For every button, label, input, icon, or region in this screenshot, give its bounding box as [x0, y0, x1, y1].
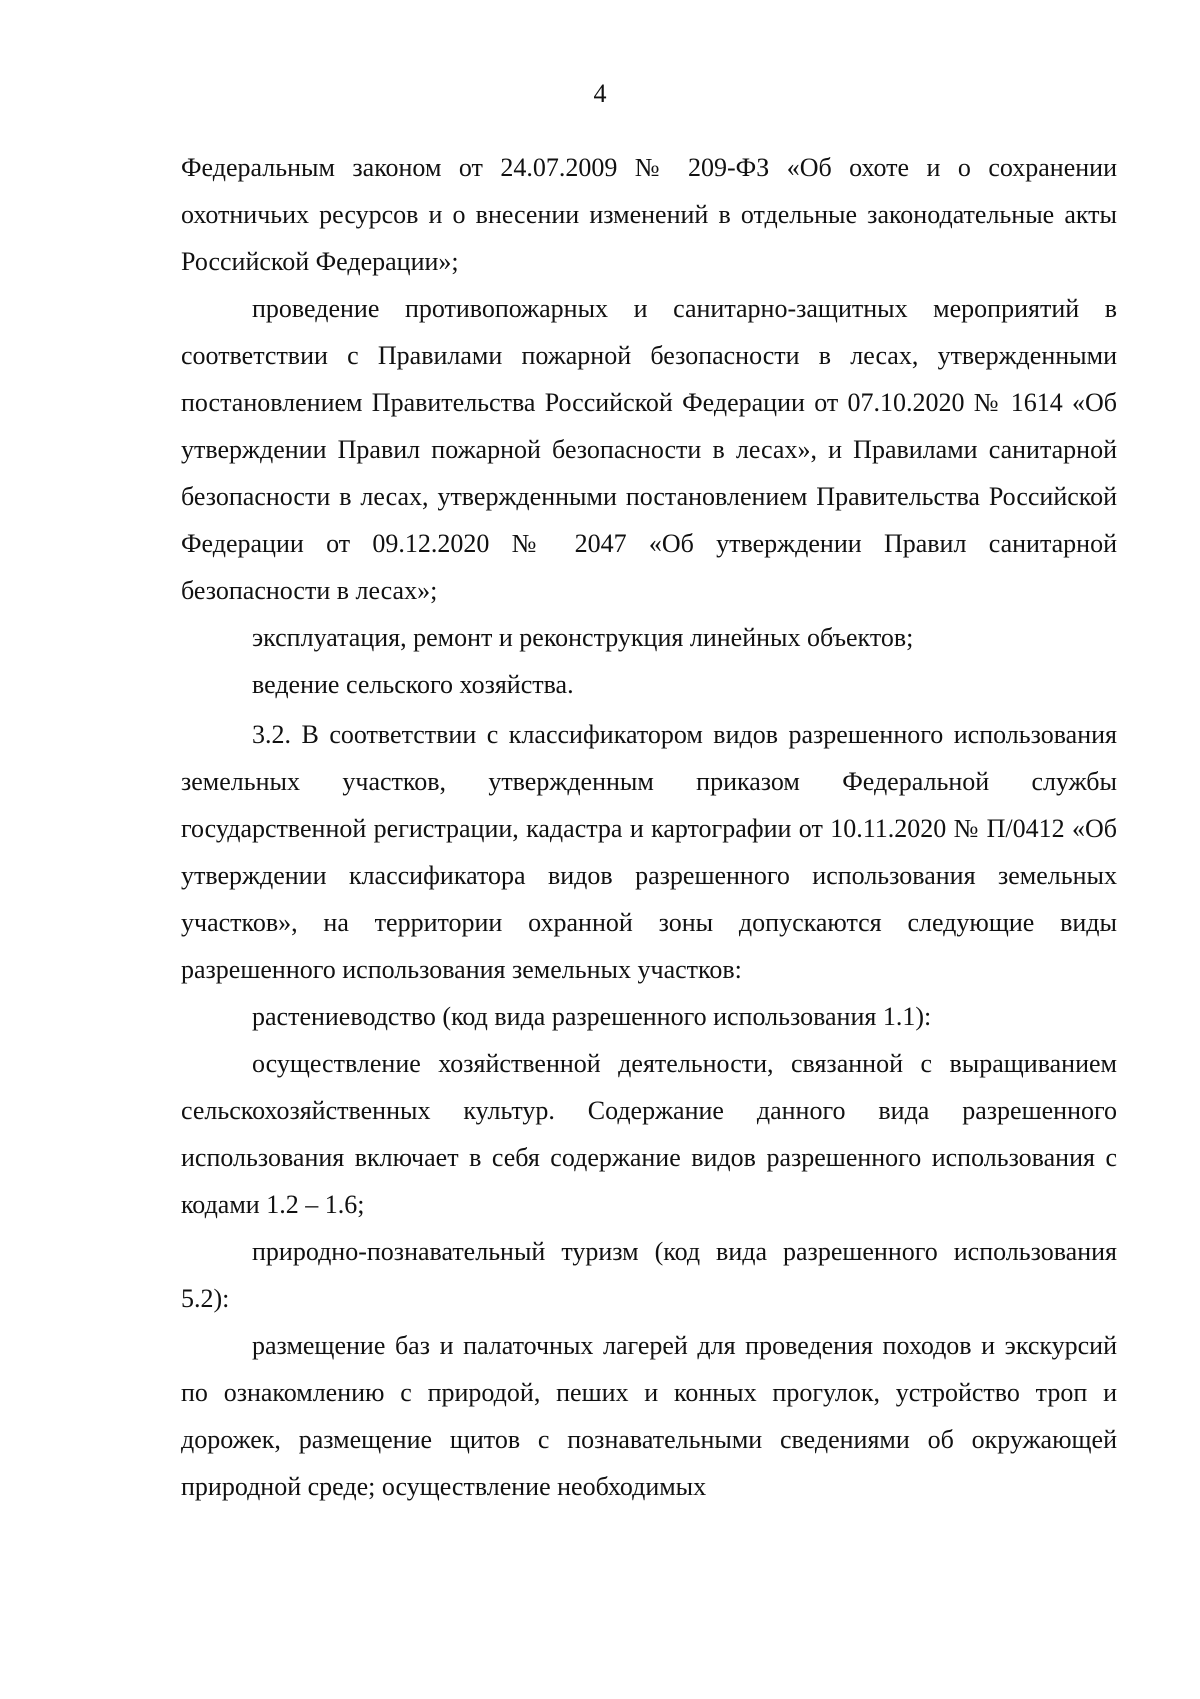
- paragraph-nature-tourism-description: размещение баз и палаточных лагерей для проведения походов и экскурсий по ознакомлению с природой, пеших и конных прогулок, устройство троп и дорожек, размещение щитов с познавательными сведениями об окружающей природной среде; осуществление необходимых: [181, 1331, 1117, 1501]
- paragraph-nature-tourism: природно-познавательный туризм (код вида разрешенного использования 5.2):: [181, 1237, 1117, 1313]
- document-body: [181, 144, 1117, 1510]
- paragraph-agriculture: ведение сельского хозяйства.: [252, 670, 574, 699]
- paragraph-crop-production-description: осуществление хозяйственной деятельности, связанной с выращиванием сельскохозяйственных культур. Содержание данного вида разрешенного использования включает в себя содержание видов разрешенного использования с кодами 1.2 – 1.6;: [181, 1049, 1117, 1219]
- paragraph-crop-production: растениеводство (код вида разрешенного использования 1.1):: [252, 1002, 932, 1031]
- page-number: 4: [593, 79, 607, 108]
- paragraph-federal-law-reference: Федеральным законом от 24.07.2009 № 209-ФЗ «Об охоте и о сохранении охотничьих ресурсов и о внесении изменений в отдельные законодательные акты Российской Федерации»;: [181, 153, 1117, 276]
- paragraph-fire-sanitary-measures: проведение противопожарных и санитарно-защитных мероприятий в соответствии с Правилами пожарной безопасности в лесах, утвержденными постановлением Правительства Российской Федерации от 07.10.2020 № 1614 «Об утверждении Правил пожарной безопасности в лесах», и Правилами санитарной безопасности в лесах, утвержденными постановлением Правительства Российской Федерации от 09.12.2020 № 2047 «Об утверждении Правил санитарной безопасности в лесах»;: [181, 294, 1117, 605]
- paragraph-linear-objects: эксплуатация, ремонт и реконструкция линейных объектов;: [252, 623, 914, 652]
- paragraph-section-3-2: 3.2. В соответствии с классификатором видов разрешенного использования земельных участков, утвержденным приказом Федеральной службы государственной регистрации, кадастра и картографии от 10.11.2020 № П/0412 «Об утверждении классификатора видов разрешенного использования земельных участков», на территории охранной зоны допускаются следующие виды разрешенного использования земельных участков:: [181, 720, 1117, 984]
